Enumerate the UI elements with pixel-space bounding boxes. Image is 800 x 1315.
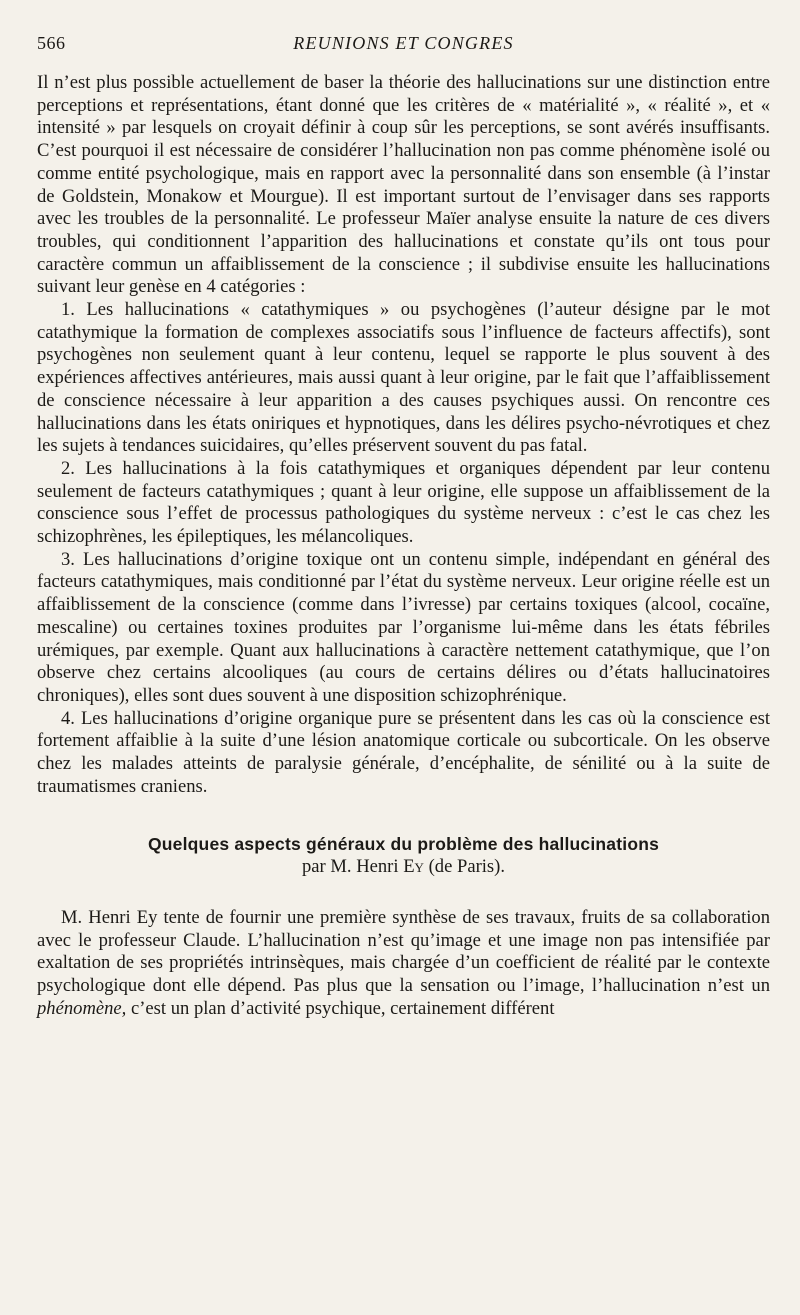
- intro-paragraph: Il n’est plus possible actuellement de baser la théorie des hallucinations sur une distinction entre perceptions et représentations, étant donné que les critères de « matérialité », « réalité », et « intensité » par lesquels on croyait définir à coup sûr les perceptions, se sont avérés insuffisants. C’est pourquoi il est nécessaire de considérer l’hallucination non pas comme phénomène isolé ou comme entité psychologique, mais en rapport avec la personnalité dans son ensemble (à l’instar de Goldstein, Monakow et Mourgue). Il est important surtout de l’envisager dans ses rapports avec les troubles de la personnalité. Le professeur Maïer analyse ensuite la nature de ces divers troubles, qui conditionnent l’apparition des hallucinations et constate qu’ils ont tous pour caractère commun un affaiblissement de la conscience ; il subdivise ensuite les hallucinations suivant leur genèse en 4 catégories :: [37, 72, 770, 298]
- category-3-paragraph: 3. Les hallucinations d’origine toxique ont un contenu simple, indépendant en général des facteurs catathymiques, mais conditionné par l’état du système nerveux. Leur origine réelle est un affaiblissement de la conscience (comme dans l’ivresse) par certains toxiques (alcool, cocaïne, mescaline) ou certaines toxines produites par l’organisme lui-même dans les états fébriles urémiques, par exemple. Quant aux hallucinations à caractère nettement catathymique, que l’on observe chez certains alcooliques (au cours de certains délires ou d’états hallucinatoires chroniques), elles sont dues souvent à une disposition schizophrénique.: [37, 548, 770, 706]
- author-surname: Ey: [403, 856, 424, 878]
- category-1-paragraph: 1. Les hallucinations « catathymiques » ou psychogènes (l’auteur désigne par le mot catathymique la formation de complexes associatifs sous l’influence de facteurs affectifs), sont psychogènes non seulement quant à leur contenu, lequel se rapporte le plus souvent à des expériences affectives antérieures, mais aussi quant à leur origine, par le fait que l’affaiblissement de conscience nécessaire à leur apparition a des causes psychiques aussi. On rencontre ces hallucinations dans les états oniriques et hypnotiques, dans les délires psycho-névrotiques et chez les sujets à tendances suicidaires, qu’elles préservent souvent du pas fatal.: [37, 299, 770, 457]
- category-4-paragraph: 4. Les hallucinations d’origine organique pure se présentent dans les cas où la conscience est fortement affaiblie à la suite d’une lésion anatomique corticale ou subcorticale. On les observe chez les malades atteints de paralysie générale, d’encéphalite, de sénilité ou à la suite de traumatismes craniens.: [37, 707, 770, 797]
- author-suffix: (de Paris).: [423, 856, 506, 878]
- section-title: Quelques aspects généraux du problème des hallucinations: [147, 833, 660, 854]
- section-body-start: M. Henri Ey tente de fournir une première synthèse de ses travaux, fruits de sa collaboration avec le professeur Claude. L’hallucination n’est qu’image et une image non pas intensifiée par exaltation de ses propriétés intrinsèques, mais chargée d’un coefficient de réalité par le contexte psychologique dont elle dépend. Pas plus que la sensation ou l’image, l’hallucination n’est un: [37, 906, 770, 997]
- running-title: REUNIONS ET CONGRES: [293, 33, 514, 53]
- section-author: [37, 856, 770, 879]
- category-2-paragraph: 2. Les hallucinations à la fois catathymiques et organiques dépendent par leur contenu seulement de facteurs catathymiques ; quant à leur origine, elle suppose un affaiblissement de la conscience sous l’effet de processus pathologiques du système nerveux : c’est le cas chez les schizophrènes, les épileptiques, les mélancoliques.: [37, 457, 770, 548]
- author-prefix: par M. Henri: [301, 856, 404, 878]
- section-body-end: c’est un plan d’activité psychique, certainement différent: [126, 997, 555, 1019]
- page-number: 566: [37, 33, 66, 53]
- running-header: [37, 30, 770, 56]
- section-body-emphasis: phénomène,: [37, 997, 127, 1019]
- section-body-paragraph: [37, 907, 770, 1021]
- section-heading: [37, 833, 770, 879]
